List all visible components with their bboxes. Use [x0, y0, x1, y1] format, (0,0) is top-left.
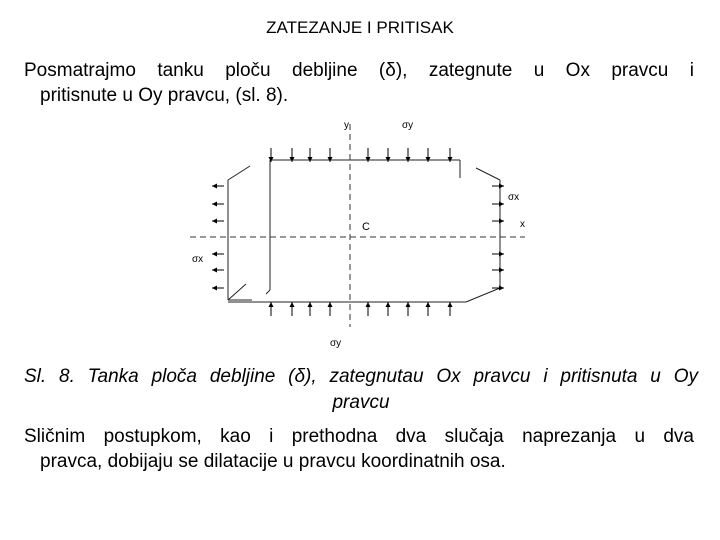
sigma-y-top-label: σy [402, 120, 414, 131]
outro-paragraph [24, 424, 694, 474]
x-axis-label: x [520, 219, 525, 230]
figure-caption [24, 364, 698, 416]
sigma-y-bottom-label: σy [330, 338, 342, 349]
caption-line-2: pravcu [332, 392, 390, 413]
slide-title: ZATEZANJE I PRITISAK [266, 18, 454, 37]
bottom-arrows [271, 302, 450, 316]
axes [190, 124, 525, 327]
y-axis-label: y [344, 120, 349, 131]
sigma-x-left-label: σx [192, 254, 204, 265]
outro-line-1: Sličnim postupkom, kao i prethodna dva slučaja naprezanja u dva [24, 426, 694, 447]
intro-line-2: pritisnute u Oy pravcu, (sl. 8). [40, 85, 289, 106]
intro-line-1: Posmatrajmo tanku ploču debljine (δ), zategnute u Ox pravcu i [24, 60, 694, 81]
intro-paragraph [24, 58, 694, 108]
origin-label: C [362, 221, 370, 233]
plate-stress-figure [180, 112, 540, 352]
outro-line-2: pravca, dobijaju se dilatacije u pravcu koordinatnih osa. [40, 451, 506, 472]
sigma-x-right-label: σx [508, 192, 520, 203]
caption-line-1: Sl. 8. Tanka ploča debljine (δ), zategnutau Ox pravcu i pritisnuta u Oy [24, 366, 698, 387]
